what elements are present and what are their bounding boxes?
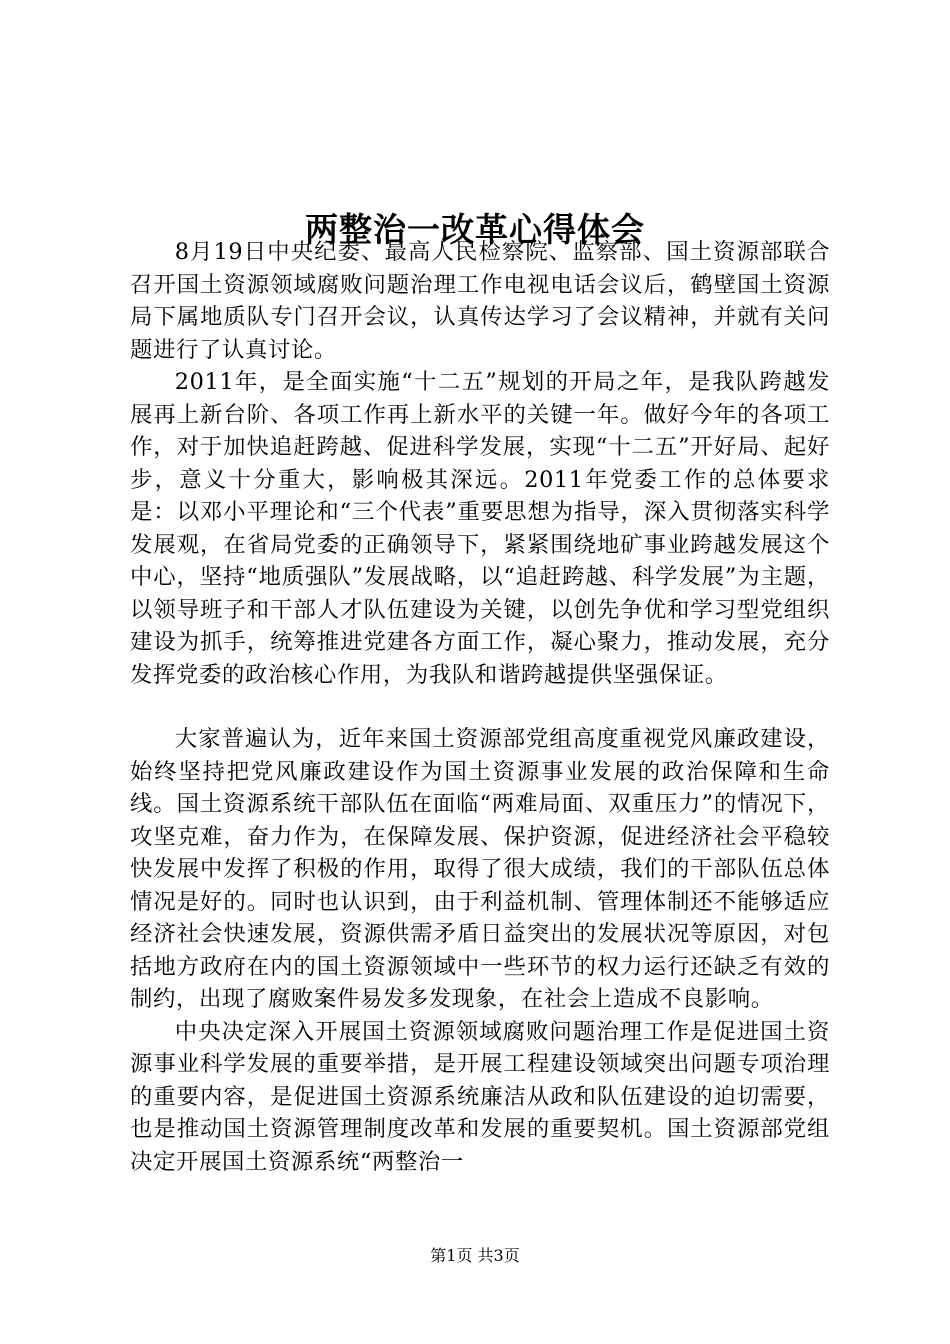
page-footer: 第1页 共3页 [430, 1246, 520, 1265]
document-title: 两整治一改革心得体会 [305, 210, 645, 250]
paragraph-1: 8月19日中央纪委、最高人民检察院、监察部、国土资源部联合召开国土资源领域腐败问题治理工作电视电话会议后，鹤壁国土资源局下属地质队专门召开会议，认真传达学习了会议精神，并就有关问题进行了认真讨论。 [130, 239, 830, 363]
document-body [130, 236, 830, 1178]
paragraph-2: 2011年，是全面实施“十二五”规划的开局之年，是我队跨越发展再上新台阶、各项工作再上新水平的关键一年。做好今年的各项工作，对于加快追赶跨越、促进科学发展，实现“十二五”开好局、起好步，意义十分重大，影响极其深远。2011年党委工作的总体要求是：以邓小平理论和“三个代表”重要思想为指导，深入贯彻落实科学发展观，在省局党委的正确领导下，紧紧围绕地矿事业跨越发展这个中心，坚持“地质强队”发展战略，以“追赶跨越、科学发展”为主题，以领导班子和干部人才队伍建设为关键，以创先争优和学习型党组织建设为抓手，统筹推进党建各方面工作，凝心聚力，推动发展，充分发挥党委的政治核心作用，为我队和谐跨越提供坚强保证。 [130, 369, 830, 688]
paragraph-3: 大家普遍认为，近年来国土资源部党组高度重视党风廉政建设，始终坚持把党风廉政建设作为国土资源事业发展的政治保障和生命线。国土资源系统干部队伍在面临“两难局面、双重压力”的情况下，攻坚克难，奋力作为，在保障发展、保护资源，促进经济社会平稳较快发展中发挥了积极的作用，取得了很大成绩，我们的干部队伍总体情况是好的。同时也认识到，由于利益机制、管理体制还不能够适应经济社会快速发展，资源供需矛盾日益突出的发展状况等原因，对包括地方政府在内的国土资源领域中一些环节的权力运行还缺乏有效的制约，出现了腐败案件易发多发现象，在社会上造成不良影响。 [130, 726, 830, 1012]
paragraph-4: 中央决定深入开展国土资源领域腐败问题治理工作是促进国土资源事业科学发展的重要举措，是开展工程建设领域突出问题专项治理的重要内容，是促进国土资源系统廉洁从政和队伍建设的迫切需要，也是推动国土资源管理制度改革和发展的重要契机。国土资源部党组决定开展国土资源系统“两整治一 [130, 1018, 830, 1175]
